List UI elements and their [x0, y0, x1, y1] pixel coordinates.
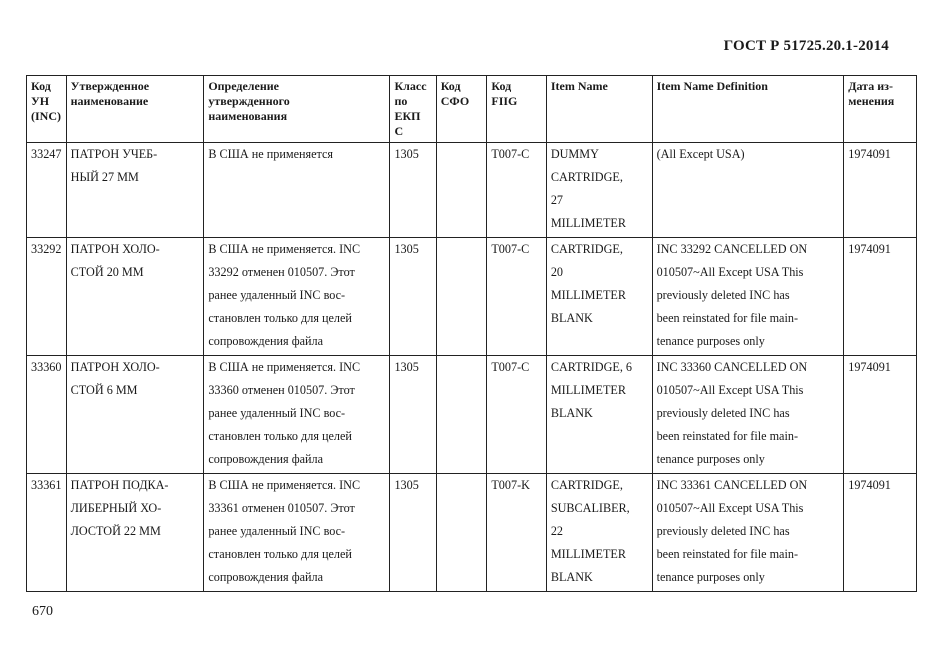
cell-item-name-definition-line: been reinstated for file main-	[656, 311, 799, 325]
cell-fiig: T007-C	[487, 238, 546, 356]
cell-definition-line: становлен только для целей	[208, 311, 352, 325]
header-change-date: Дата из- менения	[844, 76, 917, 143]
cell-fiig: T007-C	[487, 356, 546, 474]
table-body	[27, 143, 917, 592]
cell-item-name-definition-line: tenance purposes only	[656, 452, 765, 466]
cell-definition-line: 33360 отменен 010507. Этот	[208, 383, 355, 397]
cell-item-name-line: CARTRIDGE,	[550, 242, 623, 256]
cell-definition	[204, 143, 390, 238]
table-row	[27, 356, 917, 474]
cell-approved-name-line: СТОЙ 20 ММ	[70, 265, 144, 279]
cell-item-name-definition	[652, 356, 844, 474]
cell-item-name-line: CARTRIDGE,	[550, 170, 623, 184]
cell-class: 1305	[390, 474, 436, 592]
standard-designation: ГОСТ Р 51725.20.1-2014	[723, 38, 889, 54]
cell-definition-line: В США не применяется. INC	[208, 242, 361, 256]
cell-definition-line: ранее удаленный INC вос-	[208, 406, 346, 420]
header-definition: Определение утвержденного наименования	[204, 76, 390, 143]
header-fiig: Код FIIG	[487, 76, 546, 143]
cell-inc-code: 33292	[27, 238, 67, 356]
page-number: 670	[32, 604, 53, 619]
cell-definition-line: сопровождения файла	[208, 334, 324, 348]
cell-approved-name-line: ПАТРОН УЧЕБ-	[70, 147, 158, 161]
cell-item-name-definition-line: (All Except USA)	[656, 147, 745, 161]
cell-item-name-definition-line: INC 33361 CANCELLED ON	[656, 478, 808, 492]
cell-definition-line: 33361 отменен 010507. Этот	[208, 501, 355, 515]
cell-definition-line: сопровождения файла	[208, 452, 324, 466]
cell-change-date: 1974091	[844, 143, 917, 238]
cell-approved-name	[66, 238, 204, 356]
cell-definition-line: ранее удаленный INC вос-	[208, 524, 346, 538]
cell-definition-line: 33292 отменен 010507. Этот	[208, 265, 355, 279]
cell-approved-name-line: ЛИБЕРНЫЙ ХО-	[70, 501, 162, 515]
cell-approved-name	[66, 143, 204, 238]
cell-change-date: 1974091	[844, 356, 917, 474]
cell-approved-name-line: СТОЙ 6 ММ	[70, 383, 138, 397]
header-sfo: Код СФО	[436, 76, 487, 143]
table-row	[27, 238, 917, 356]
cell-definition-line: В США не применяется	[208, 147, 334, 161]
cell-item-name-definition	[652, 474, 844, 592]
inc-table	[26, 75, 917, 592]
header-item-name-definition: Item Name Definition	[652, 76, 844, 143]
cell-approved-name-line: ПАТРОН ХОЛО-	[70, 360, 160, 374]
cell-item-name	[546, 474, 652, 592]
cell-item-name-definition-line: previously deleted INC has	[656, 406, 790, 420]
cell-approved-name-line: ЛОСТОЙ 22 ММ	[70, 524, 161, 538]
cell-item-name-definition-line: tenance purposes only	[656, 334, 765, 348]
cell-definition-line: становлен только для целей	[208, 429, 352, 443]
table-row	[27, 143, 917, 238]
cell-item-name-definition-line: INC 33292 CANCELLED ON	[656, 242, 808, 256]
cell-approved-name	[66, 356, 204, 474]
cell-definition-line: В США не применяется. INC	[208, 360, 361, 374]
cell-item-name-line: MILLIMETER	[550, 288, 626, 302]
cell-change-date: 1974091	[844, 238, 917, 356]
cell-item-name	[546, 356, 652, 474]
cell-item-name-definition	[652, 238, 844, 356]
cell-item-name-line: MILLIMETER	[550, 383, 626, 397]
cell-item-name	[546, 238, 652, 356]
cell-item-name-definition-line: 010507~All Except USA This	[656, 383, 804, 397]
cell-item-name-line: BLANK	[550, 406, 593, 420]
header-inc-code: Код УН (INC)	[27, 76, 67, 143]
header-class: Класс по ЕКП С	[390, 76, 436, 143]
cell-item-name-line: BLANK	[550, 570, 593, 584]
cell-change-date: 1974091	[844, 474, 917, 592]
cell-definition	[204, 238, 390, 356]
cell-item-name-definition-line: previously deleted INC has	[656, 524, 790, 538]
cell-fiig: T007-C	[487, 143, 546, 238]
cell-inc-code: 33247	[27, 143, 67, 238]
cell-item-name-line: MILLIMETER	[550, 216, 626, 230]
cell-item-name-line: BLANK	[550, 311, 593, 325]
cell-definition-line: ранее удаленный INC вос-	[208, 288, 346, 302]
cell-sfo	[436, 474, 487, 592]
header-approved-name: Утвержденное наименование	[66, 76, 204, 143]
cell-sfo	[436, 238, 487, 356]
cell-inc-code: 33361	[27, 474, 67, 592]
cell-definition	[204, 474, 390, 592]
cell-inc-code: 33360	[27, 356, 67, 474]
cell-approved-name-line: ПАТРОН ХОЛО-	[70, 242, 160, 256]
cell-definition-line: В США не применяется. INC	[208, 478, 361, 492]
header-item-name: Item Name	[546, 76, 652, 143]
cell-item-name	[546, 143, 652, 238]
cell-item-name-definition-line: previously deleted INC has	[656, 288, 790, 302]
cell-item-name-line: 22	[550, 524, 564, 538]
cell-item-name-line: CARTRIDGE,	[550, 478, 623, 492]
table-header-row	[27, 76, 917, 143]
cell-class: 1305	[390, 238, 436, 356]
cell-definition	[204, 356, 390, 474]
cell-approved-name-line: НЫЙ 27 ММ	[70, 170, 139, 184]
cell-item-name-definition-line: tenance purposes only	[656, 570, 765, 584]
cell-sfo	[436, 143, 487, 238]
cell-sfo	[436, 356, 487, 474]
cell-item-name-line: CARTRIDGE, 6	[550, 360, 633, 374]
cell-item-name-definition-line: been reinstated for file main-	[656, 429, 799, 443]
cell-item-name-definition-line: 010507~All Except USA This	[656, 501, 804, 515]
cell-item-name-definition-line: been reinstated for file main-	[656, 547, 799, 561]
cell-item-name-line: MILLIMETER	[550, 547, 626, 561]
cell-item-name-definition-line: INC 33360 CANCELLED ON	[656, 360, 808, 374]
cell-definition-line: становлен только для целей	[208, 547, 352, 561]
cell-item-name-line: SUBCALIBER,	[550, 501, 630, 515]
cell-item-name-definition-line: 010507~All Except USA This	[656, 265, 804, 279]
cell-class: 1305	[390, 356, 436, 474]
cell-item-name-line: 27	[550, 193, 564, 207]
cell-item-name-definition	[652, 143, 844, 238]
cell-fiig: T007-K	[487, 474, 546, 592]
cell-class: 1305	[390, 143, 436, 238]
cell-approved-name-line: ПАТРОН ПОДКА-	[70, 478, 169, 492]
cell-definition-line: сопровождения файла	[208, 570, 324, 584]
table-row	[27, 474, 917, 592]
cell-item-name-line: 20	[550, 265, 564, 279]
cell-approved-name	[66, 474, 204, 592]
cell-item-name-line: DUMMY	[550, 147, 599, 161]
